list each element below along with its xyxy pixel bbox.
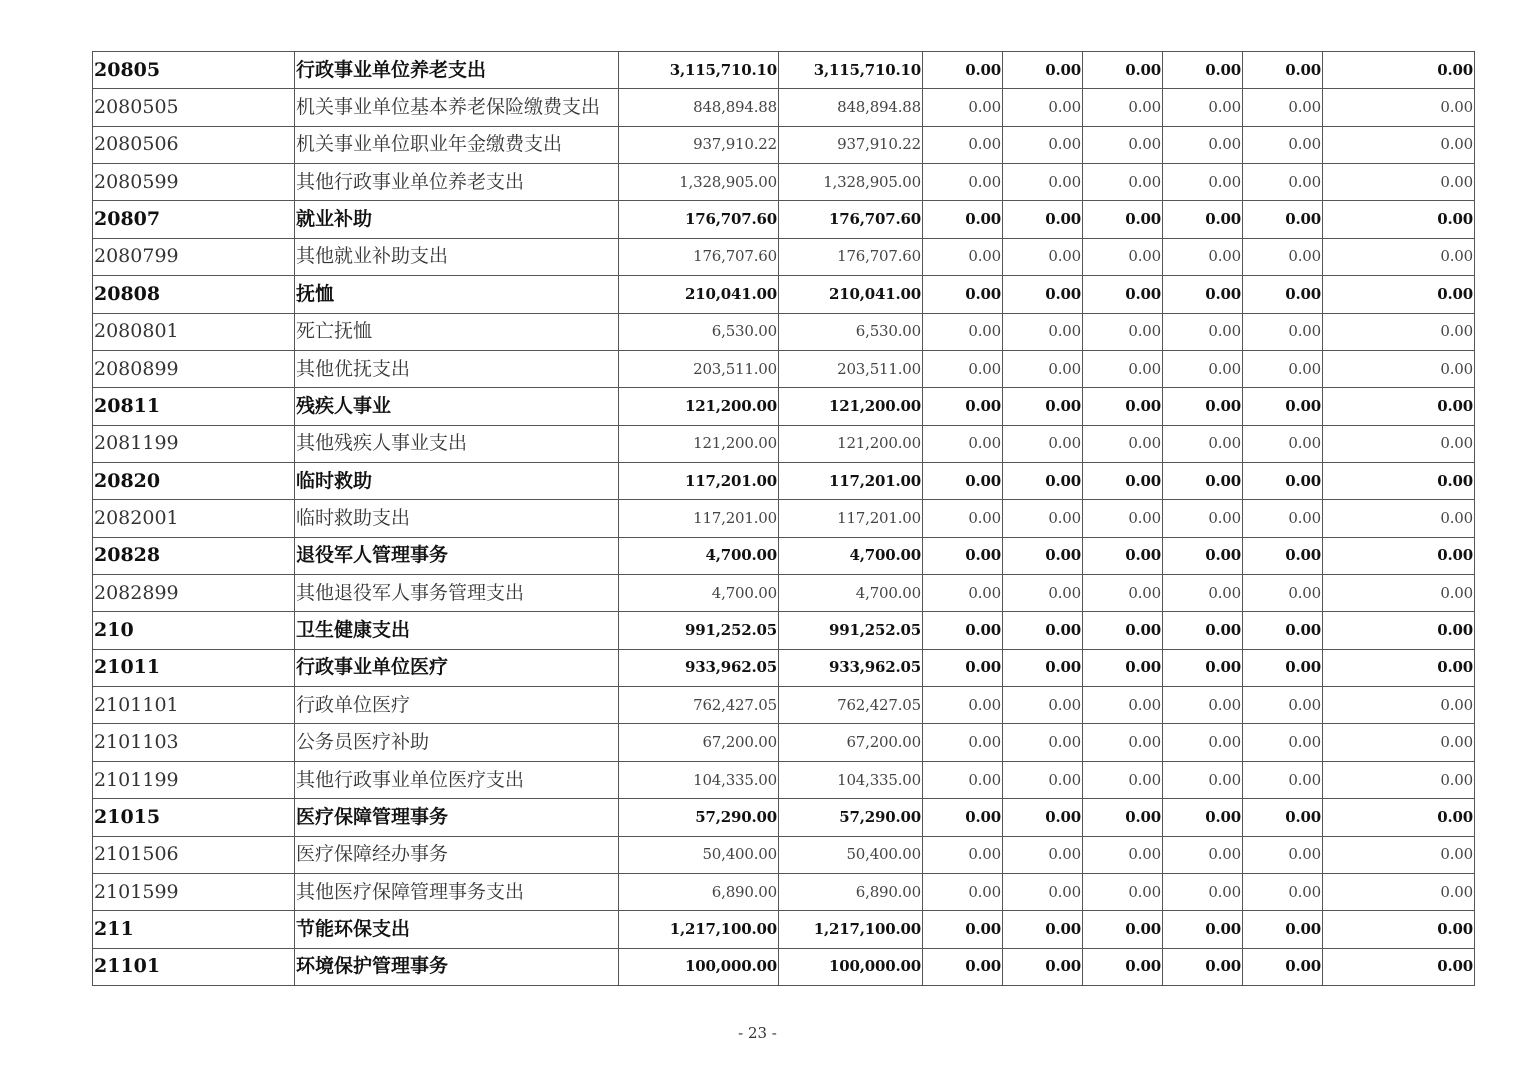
amount-cell-7: 0.00	[1243, 276, 1323, 313]
subject-name-cell: 残疾人事业	[295, 388, 619, 425]
amount-cell-8: 0.00	[1323, 238, 1475, 275]
amount-cell-6: 0.00	[1163, 313, 1243, 350]
table-row	[93, 201, 1475, 238]
amount-cell-6: 0.00	[1163, 350, 1243, 387]
amount-cell-3: 0.00	[923, 201, 1003, 238]
subject-code-cell: 2081199	[93, 425, 295, 462]
amount-cell-3: 0.00	[923, 761, 1003, 798]
amount-cell-7: 0.00	[1243, 761, 1323, 798]
amount-cell-5: 0.00	[1083, 575, 1163, 612]
amount-cell-7: 0.00	[1243, 500, 1323, 537]
amount-cell-4: 0.00	[1003, 724, 1083, 761]
amount-cell-6: 0.00	[1163, 799, 1243, 836]
total-amount-cell: 6,890.00	[619, 873, 779, 910]
table-row	[93, 238, 1475, 275]
amount-cell-7: 0.00	[1243, 612, 1323, 649]
amount-cell-3: 0.00	[923, 388, 1003, 425]
amount-cell-3: 0.00	[923, 313, 1003, 350]
amount-cell-7: 0.00	[1243, 89, 1323, 126]
table-row	[93, 276, 1475, 313]
table-row	[93, 89, 1475, 126]
amount-cell-6: 0.00	[1163, 89, 1243, 126]
subject-code-cell: 210	[93, 612, 295, 649]
amount-cell-3: 0.00	[923, 276, 1003, 313]
subject-name-cell: 其他行政事业单位养老支出	[295, 164, 619, 201]
amount-cell-8: 0.00	[1323, 836, 1475, 873]
total-amount-cell: 4,700.00	[619, 575, 779, 612]
amount-cell-4: 0.00	[1003, 873, 1083, 910]
amount-cell-7: 0.00	[1243, 52, 1323, 89]
amount-cell-3: 0.00	[923, 126, 1003, 163]
amount-cell-4: 0.00	[1003, 164, 1083, 201]
subject-name-cell: 医疗保障管理事务	[295, 799, 619, 836]
subject-name-cell: 抚恤	[295, 276, 619, 313]
subject-name-cell: 医疗保障经办事务	[295, 836, 619, 873]
subject-name-cell: 节能环保支出	[295, 911, 619, 948]
amount-cell-8: 0.00	[1323, 425, 1475, 462]
subject-name-cell: 行政单位医疗	[295, 687, 619, 724]
subject-code-cell: 2101103	[93, 724, 295, 761]
amount-cell-3: 0.00	[923, 52, 1003, 89]
amount-cell-3: 0.00	[923, 836, 1003, 873]
basic-amount-cell: 762,427.05	[779, 687, 923, 724]
table-row	[93, 462, 1475, 499]
amount-cell-4: 0.00	[1003, 276, 1083, 313]
amount-cell-4: 0.00	[1003, 388, 1083, 425]
total-amount-cell: 848,894.88	[619, 89, 779, 126]
basic-amount-cell: 176,707.60	[779, 238, 923, 275]
total-amount-cell: 121,200.00	[619, 425, 779, 462]
amount-cell-6: 0.00	[1163, 425, 1243, 462]
amount-cell-8: 0.00	[1323, 537, 1475, 574]
amount-cell-6: 0.00	[1163, 873, 1243, 910]
amount-cell-7: 0.00	[1243, 462, 1323, 499]
amount-cell-8: 0.00	[1323, 911, 1475, 948]
amount-cell-6: 0.00	[1163, 500, 1243, 537]
basic-amount-cell: 1,217,100.00	[779, 911, 923, 948]
amount-cell-7: 0.00	[1243, 911, 1323, 948]
basic-amount-cell: 4,700.00	[779, 537, 923, 574]
basic-amount-cell: 3,115,710.10	[779, 52, 923, 89]
amount-cell-5: 0.00	[1083, 687, 1163, 724]
subject-code-cell: 2080799	[93, 238, 295, 275]
amount-cell-4: 0.00	[1003, 799, 1083, 836]
amount-cell-5: 0.00	[1083, 911, 1163, 948]
amount-cell-8: 0.00	[1323, 575, 1475, 612]
amount-cell-5: 0.00	[1083, 164, 1163, 201]
amount-cell-7: 0.00	[1243, 687, 1323, 724]
amount-cell-8: 0.00	[1323, 687, 1475, 724]
amount-cell-4: 0.00	[1003, 649, 1083, 686]
table-row	[93, 500, 1475, 537]
table-row	[93, 948, 1475, 985]
amount-cell-8: 0.00	[1323, 126, 1475, 163]
subject-name-cell: 其他行政事业单位医疗支出	[295, 761, 619, 798]
table-row	[93, 164, 1475, 201]
amount-cell-4: 0.00	[1003, 201, 1083, 238]
amount-cell-5: 0.00	[1083, 500, 1163, 537]
amount-cell-8: 0.00	[1323, 612, 1475, 649]
total-amount-cell: 104,335.00	[619, 761, 779, 798]
basic-amount-cell: 57,290.00	[779, 799, 923, 836]
amount-cell-6: 0.00	[1163, 276, 1243, 313]
amount-cell-5: 0.00	[1083, 799, 1163, 836]
amount-cell-3: 0.00	[923, 89, 1003, 126]
amount-cell-4: 0.00	[1003, 313, 1083, 350]
amount-cell-8: 0.00	[1323, 164, 1475, 201]
amount-cell-6: 0.00	[1163, 388, 1243, 425]
amount-cell-6: 0.00	[1163, 462, 1243, 499]
table-row	[93, 761, 1475, 798]
total-amount-cell: 117,201.00	[619, 462, 779, 499]
basic-amount-cell: 210,041.00	[779, 276, 923, 313]
amount-cell-4: 0.00	[1003, 575, 1083, 612]
amount-cell-3: 0.00	[923, 724, 1003, 761]
subject-code-cell: 2101101	[93, 687, 295, 724]
total-amount-cell: 117,201.00	[619, 500, 779, 537]
table-row	[93, 388, 1475, 425]
amount-cell-6: 0.00	[1163, 238, 1243, 275]
basic-amount-cell: 937,910.22	[779, 126, 923, 163]
total-amount-cell: 210,041.00	[619, 276, 779, 313]
amount-cell-5: 0.00	[1083, 238, 1163, 275]
amount-cell-8: 0.00	[1323, 201, 1475, 238]
amount-cell-4: 0.00	[1003, 911, 1083, 948]
subject-name-cell: 其他优抚支出	[295, 350, 619, 387]
amount-cell-7: 0.00	[1243, 164, 1323, 201]
amount-cell-8: 0.00	[1323, 649, 1475, 686]
table-row	[93, 799, 1475, 836]
amount-cell-8: 0.00	[1323, 462, 1475, 499]
basic-amount-cell: 117,201.00	[779, 500, 923, 537]
total-amount-cell: 937,910.22	[619, 126, 779, 163]
amount-cell-7: 0.00	[1243, 201, 1323, 238]
amount-cell-5: 0.00	[1083, 276, 1163, 313]
basic-amount-cell: 933,962.05	[779, 649, 923, 686]
subject-name-cell: 其他医疗保障管理事务支出	[295, 873, 619, 910]
amount-cell-8: 0.00	[1323, 761, 1475, 798]
amount-cell-4: 0.00	[1003, 350, 1083, 387]
amount-cell-8: 0.00	[1323, 276, 1475, 313]
basic-amount-cell: 100,000.00	[779, 948, 923, 985]
amount-cell-5: 0.00	[1083, 201, 1163, 238]
table-row	[93, 612, 1475, 649]
total-amount-cell: 762,427.05	[619, 687, 779, 724]
amount-cell-7: 0.00	[1243, 238, 1323, 275]
basic-amount-cell: 4,700.00	[779, 575, 923, 612]
subject-code-cell: 20820	[93, 462, 295, 499]
total-amount-cell: 203,511.00	[619, 350, 779, 387]
table-row	[93, 873, 1475, 910]
amount-cell-8: 0.00	[1323, 948, 1475, 985]
amount-cell-3: 0.00	[923, 873, 1003, 910]
amount-cell-5: 0.00	[1083, 761, 1163, 798]
subject-name-cell: 死亡抚恤	[295, 313, 619, 350]
table-row	[93, 911, 1475, 948]
amount-cell-7: 0.00	[1243, 388, 1323, 425]
subject-code-cell: 2080505	[93, 89, 295, 126]
amount-cell-5: 0.00	[1083, 126, 1163, 163]
amount-cell-7: 0.00	[1243, 724, 1323, 761]
amount-cell-3: 0.00	[923, 649, 1003, 686]
subject-name-cell: 机关事业单位职业年金缴费支出	[295, 126, 619, 163]
subject-name-cell: 其他就业补助支出	[295, 238, 619, 275]
amount-cell-5: 0.00	[1083, 313, 1163, 350]
subject-code-cell: 2101599	[93, 873, 295, 910]
basic-amount-cell: 6,530.00	[779, 313, 923, 350]
amount-cell-5: 0.00	[1083, 462, 1163, 499]
amount-cell-3: 0.00	[923, 948, 1003, 985]
amount-cell-8: 0.00	[1323, 724, 1475, 761]
basic-amount-cell: 67,200.00	[779, 724, 923, 761]
budget-expenditure-table	[92, 51, 1475, 986]
basic-amount-cell: 848,894.88	[779, 89, 923, 126]
subject-name-cell: 环境保护管理事务	[295, 948, 619, 985]
amount-cell-4: 0.00	[1003, 425, 1083, 462]
total-amount-cell: 121,200.00	[619, 388, 779, 425]
amount-cell-7: 0.00	[1243, 836, 1323, 873]
amount-cell-6: 0.00	[1163, 201, 1243, 238]
amount-cell-3: 0.00	[923, 462, 1003, 499]
amount-cell-3: 0.00	[923, 799, 1003, 836]
subject-code-cell: 2101506	[93, 836, 295, 873]
amount-cell-7: 0.00	[1243, 313, 1323, 350]
basic-amount-cell: 121,200.00	[779, 388, 923, 425]
amount-cell-5: 0.00	[1083, 52, 1163, 89]
basic-amount-cell: 121,200.00	[779, 425, 923, 462]
amount-cell-5: 0.00	[1083, 537, 1163, 574]
amount-cell-6: 0.00	[1163, 911, 1243, 948]
amount-cell-4: 0.00	[1003, 612, 1083, 649]
amount-cell-5: 0.00	[1083, 612, 1163, 649]
amount-cell-7: 0.00	[1243, 799, 1323, 836]
amount-cell-7: 0.00	[1243, 873, 1323, 910]
page-number: - 23 -	[738, 1024, 777, 1042]
amount-cell-5: 0.00	[1083, 388, 1163, 425]
amount-cell-5: 0.00	[1083, 350, 1163, 387]
subject-code-cell: 20805	[93, 52, 295, 89]
table-row	[93, 425, 1475, 462]
basic-amount-cell: 6,890.00	[779, 873, 923, 910]
amount-cell-6: 0.00	[1163, 649, 1243, 686]
table-row	[93, 575, 1475, 612]
total-amount-cell: 176,707.60	[619, 238, 779, 275]
amount-cell-8: 0.00	[1323, 500, 1475, 537]
total-amount-cell: 4,700.00	[619, 537, 779, 574]
amount-cell-6: 0.00	[1163, 52, 1243, 89]
amount-cell-4: 0.00	[1003, 836, 1083, 873]
amount-cell-4: 0.00	[1003, 948, 1083, 985]
total-amount-cell: 933,962.05	[619, 649, 779, 686]
amount-cell-8: 0.00	[1323, 350, 1475, 387]
subject-code-cell: 20811	[93, 388, 295, 425]
basic-amount-cell: 104,335.00	[779, 761, 923, 798]
amount-cell-6: 0.00	[1163, 724, 1243, 761]
amount-cell-6: 0.00	[1163, 612, 1243, 649]
amount-cell-6: 0.00	[1163, 687, 1243, 724]
amount-cell-7: 0.00	[1243, 126, 1323, 163]
amount-cell-8: 0.00	[1323, 388, 1475, 425]
amount-cell-3: 0.00	[923, 238, 1003, 275]
subject-name-cell: 临时救助	[295, 462, 619, 499]
basic-amount-cell: 176,707.60	[779, 201, 923, 238]
subject-name-cell: 公务员医疗补助	[295, 724, 619, 761]
amount-cell-3: 0.00	[923, 687, 1003, 724]
amount-cell-6: 0.00	[1163, 948, 1243, 985]
amount-cell-3: 0.00	[923, 164, 1003, 201]
amount-cell-4: 0.00	[1003, 126, 1083, 163]
amount-cell-3: 0.00	[923, 425, 1003, 462]
subject-name-cell: 行政事业单位医疗	[295, 649, 619, 686]
amount-cell-5: 0.00	[1083, 89, 1163, 126]
subject-code-cell: 21101	[93, 948, 295, 985]
total-amount-cell: 6,530.00	[619, 313, 779, 350]
amount-cell-8: 0.00	[1323, 89, 1475, 126]
subject-code-cell: 20828	[93, 537, 295, 574]
subject-name-cell: 退役军人管理事务	[295, 537, 619, 574]
amount-cell-7: 0.00	[1243, 537, 1323, 574]
amount-cell-4: 0.00	[1003, 52, 1083, 89]
amount-cell-4: 0.00	[1003, 761, 1083, 798]
total-amount-cell: 176,707.60	[619, 201, 779, 238]
amount-cell-5: 0.00	[1083, 948, 1163, 985]
amount-cell-6: 0.00	[1163, 761, 1243, 798]
amount-cell-4: 0.00	[1003, 89, 1083, 126]
subject-name-cell: 临时救助支出	[295, 500, 619, 537]
basic-amount-cell: 991,252.05	[779, 612, 923, 649]
table-row	[93, 687, 1475, 724]
total-amount-cell: 1,328,905.00	[619, 164, 779, 201]
amount-cell-4: 0.00	[1003, 238, 1083, 275]
amount-cell-3: 0.00	[923, 537, 1003, 574]
amount-cell-7: 0.00	[1243, 575, 1323, 612]
subject-code-cell: 2080506	[93, 126, 295, 163]
amount-cell-8: 0.00	[1323, 52, 1475, 89]
subject-code-cell: 2080599	[93, 164, 295, 201]
subject-code-cell: 2082899	[93, 575, 295, 612]
subject-code-cell: 211	[93, 911, 295, 948]
subject-name-cell: 行政事业单位养老支出	[295, 52, 619, 89]
amount-cell-7: 0.00	[1243, 425, 1323, 462]
table-row	[93, 836, 1475, 873]
total-amount-cell: 3,115,710.10	[619, 52, 779, 89]
amount-cell-3: 0.00	[923, 500, 1003, 537]
amount-cell-7: 0.00	[1243, 350, 1323, 387]
subject-code-cell: 21015	[93, 799, 295, 836]
amount-cell-7: 0.00	[1243, 649, 1323, 686]
table-row	[93, 126, 1475, 163]
amount-cell-5: 0.00	[1083, 836, 1163, 873]
amount-cell-8: 0.00	[1323, 873, 1475, 910]
subject-name-cell: 卫生健康支出	[295, 612, 619, 649]
amount-cell-4: 0.00	[1003, 500, 1083, 537]
subject-code-cell: 2082001	[93, 500, 295, 537]
basic-amount-cell: 1,328,905.00	[779, 164, 923, 201]
subject-name-cell: 其他退役军人事务管理支出	[295, 575, 619, 612]
table-row	[93, 537, 1475, 574]
table-row	[93, 350, 1475, 387]
amount-cell-4: 0.00	[1003, 687, 1083, 724]
amount-cell-5: 0.00	[1083, 425, 1163, 462]
table-row	[93, 52, 1475, 89]
amount-cell-6: 0.00	[1163, 836, 1243, 873]
amount-cell-6: 0.00	[1163, 164, 1243, 201]
subject-name-cell: 其他残疾人事业支出	[295, 425, 619, 462]
amount-cell-5: 0.00	[1083, 873, 1163, 910]
table-body	[93, 52, 1475, 986]
amount-cell-3: 0.00	[923, 911, 1003, 948]
basic-amount-cell: 203,511.00	[779, 350, 923, 387]
amount-cell-6: 0.00	[1163, 537, 1243, 574]
basic-amount-cell: 50,400.00	[779, 836, 923, 873]
total-amount-cell: 67,200.00	[619, 724, 779, 761]
total-amount-cell: 57,290.00	[619, 799, 779, 836]
amount-cell-4: 0.00	[1003, 462, 1083, 499]
amount-cell-7: 0.00	[1243, 948, 1323, 985]
subject-code-cell: 20807	[93, 201, 295, 238]
table-row	[93, 649, 1475, 686]
basic-amount-cell: 117,201.00	[779, 462, 923, 499]
subject-code-cell: 2080899	[93, 350, 295, 387]
amount-cell-5: 0.00	[1083, 724, 1163, 761]
amount-cell-6: 0.00	[1163, 575, 1243, 612]
amount-cell-8: 0.00	[1323, 313, 1475, 350]
subject-code-cell: 2101199	[93, 761, 295, 798]
amount-cell-4: 0.00	[1003, 537, 1083, 574]
amount-cell-8: 0.00	[1323, 799, 1475, 836]
table-row	[93, 313, 1475, 350]
subject-code-cell: 21011	[93, 649, 295, 686]
table-row	[93, 724, 1475, 761]
total-amount-cell: 50,400.00	[619, 836, 779, 873]
amount-cell-3: 0.00	[923, 612, 1003, 649]
subject-code-cell: 2080801	[93, 313, 295, 350]
subject-code-cell: 20808	[93, 276, 295, 313]
total-amount-cell: 1,217,100.00	[619, 911, 779, 948]
amount-cell-3: 0.00	[923, 575, 1003, 612]
amount-cell-5: 0.00	[1083, 649, 1163, 686]
amount-cell-6: 0.00	[1163, 126, 1243, 163]
subject-name-cell: 就业补助	[295, 201, 619, 238]
amount-cell-3: 0.00	[923, 350, 1003, 387]
subject-name-cell: 机关事业单位基本养老保险缴费支出	[295, 89, 619, 126]
total-amount-cell: 991,252.05	[619, 612, 779, 649]
total-amount-cell: 100,000.00	[619, 948, 779, 985]
